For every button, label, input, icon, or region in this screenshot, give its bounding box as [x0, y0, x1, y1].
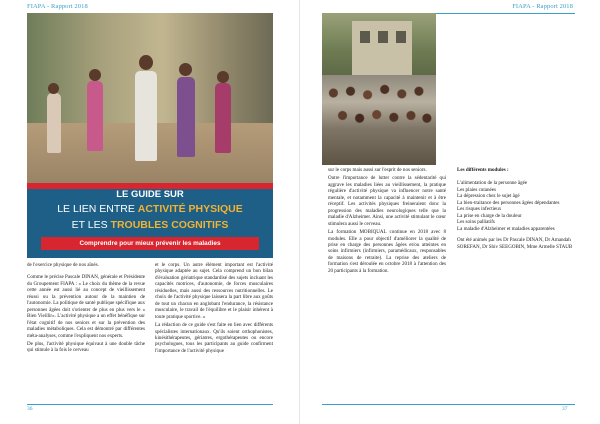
guide-cover-image	[27, 13, 273, 258]
cover-person	[135, 71, 157, 161]
module-item: La prise en charge de la douleur	[457, 212, 522, 219]
module-credits: Ont été animés par les Dr Pascale DINAN, Dr Amandah SOREFAN, Dr Shiv SEEGOBIN, Mme Armelle STAUB	[457, 237, 573, 250]
paragraph: Outre l'importance de lutter contre la sédentarité qui aggrave les maladies liées au vieillissement, la pratique régulière d'activité physique va influencer notre santé mentale, et notamment la capacité à maintenir et à être réceptif. Les activités physiques freineraient donc la progression des maladies neurologiques telle que la maladie d'Alzheimer. Ainsi, une activité stimulant le cœur stimulera aussi le cerveau.	[328, 175, 446, 227]
module-item: Les risques infectieux	[457, 206, 502, 213]
right-page-number: 37	[562, 406, 568, 412]
cover-person-head	[179, 63, 192, 76]
module-item: La bien-traitance des personnes âgées dépendantes	[457, 199, 560, 206]
paragraph: Comme le précise Pascale DINAN, générale et Présidente du Groupement FIAPA : « Le choix du thème de la revue cette année est aussi lié au concept de vieillissement réussi ou la prévention autour de la maintien de l'autonomie. La politique de santé publique spécifique aux personnes âgées doit s'orienter de plus en plus vers le « Bien Vieillir». L'activité physique a un effet bénéfique sur l'état cognitif de nos seniors et sur la prévention des maladies métaboliques. Cela est démontré par différentes méta-analyses, comme l'expliquent nos experts.	[27, 274, 145, 339]
paragraph: de l'exercice physique de nos aînés.	[27, 262, 99, 268]
group-photo-window	[378, 31, 388, 43]
right-footer-rule	[322, 404, 575, 405]
right-text-column-1	[328, 167, 446, 276]
module-item: La dépression chez le sujet âgé	[457, 193, 520, 200]
paragraph: et le corps. Un autre élément important est l'activité physique adaptée au sujet. Cela comprend un bon bilan d'évaluation gériatrique standardisé des sujets incluant les capacités motrices, d'autonomie, de forces musculaires résiduelles, mais aussi des ressources nutritionnelles. Le choix de l'activité physique laissera la part libre aux goûts de tout un chacun en anglobant l'endurance, la résistance musculaire, le travail de l'équilibre et le plaisir inhérent à toute pratique sportive. »	[155, 262, 273, 320]
paragraph: De plus, l'activité physique équivaut à une double tâche qui stimule à la fois le cerveau	[27, 340, 145, 354]
cover-person-head	[89, 69, 101, 81]
left-footer-rule	[27, 404, 273, 405]
cover-title-line2	[27, 203, 273, 215]
modules-heading: Les différents modules :	[457, 167, 509, 173]
cover-person-head	[217, 71, 229, 83]
modules-list	[457, 167, 575, 250]
left-text-column-1	[27, 262, 145, 356]
cover-title-line2-b: ACTIVITÉ PHYSIQUE	[137, 203, 243, 215]
cover-person-head	[48, 83, 59, 94]
cover-person	[87, 81, 103, 151]
module-item: Les soins palliatifs	[457, 219, 495, 226]
cover-person	[47, 93, 61, 153]
group-photo-window	[396, 31, 406, 43]
cover-title-line3-b: TROUBLES COGNITIFS	[110, 219, 229, 231]
module-item: L'alimentation de la personne âgée	[457, 180, 528, 187]
paragraph: sur le corps mais aussi sur l'esprit de nos seniors.	[328, 167, 427, 173]
left-page-number: 36	[27, 406, 33, 412]
group-photo-building	[352, 21, 412, 79]
cover-title-line3	[27, 219, 273, 231]
paragraph: La rédaction de ce guide s'est faite en lien avec différents spécialistes internationaux. Qu'ils soient orthophonistes, kinésithérapeutes, gériatres, ergothérapeutes ou encore psychologues, tous les participants au guide confirment l'importance de l'activité physique	[155, 322, 273, 354]
left-text-column-2	[155, 262, 273, 356]
cover-person-head	[139, 55, 153, 70]
cover-person	[177, 77, 195, 157]
paragraph: La formation MOBIQUAL continue en 2018 avec 8 modules. Elle a pour objectif d'améliorer la qualité de prise en charge des personnes âgées et/ou atteintes en soins infirmiers (infirmiers, paramédicaux, responsables de maisons de retraite). La reprise des ateliers de formation s'est déroulée en octobre 2018 à l'attention des 20 participants à la formation.	[328, 229, 446, 274]
right-running-header: FIAPA - Rapport 2018	[512, 3, 573, 10]
module-item: La maladie d'Alzheimer et maladies apparentées	[457, 225, 555, 232]
cover-title-line2-a: LE LIEN ENTRE	[57, 203, 138, 215]
group-photo-window	[360, 31, 370, 43]
left-running-header: FIAPA - Rapport 2018	[27, 3, 88, 10]
cover-subtitle: Comprendre pour mieux prévenir les maladies	[41, 237, 259, 250]
cover-title-line3-a: ET LES	[71, 219, 111, 231]
module-item: Les plaies cutanées	[457, 186, 496, 193]
cover-person	[215, 83, 231, 153]
group-photo-crowd	[322, 75, 436, 165]
group-photo	[322, 13, 436, 165]
cover-title-line1: LE GUIDE SUR	[116, 189, 184, 200]
